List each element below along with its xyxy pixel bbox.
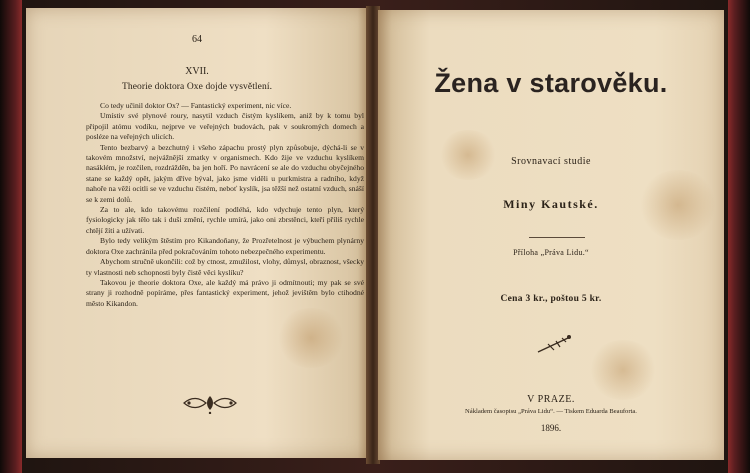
price-line: Cena 3 kr., poštou 5 kr. [500,294,602,304]
supplement-note: Příloha „Práva Lidu.“ [513,248,589,257]
ornament-icon [180,392,240,414]
paragraph: Co tedy učinil doktor Ox? — Fantastický experiment, nic více. [100,101,292,110]
book-title: Žena v starověku. [434,68,668,98]
cover-edge-right [728,0,750,473]
left-page [26,8,368,458]
paragraph: Tento bezbarvý a bezchutný i všeho zápachu prostý plyn způsobuje, dýchá-li se v takovém množství, nejvážnější zmatky v organismech. Kdo žije ve vzduchu kyslíkem nasáklém, je rozčilen, rozdrážděn, ba jen hoří. Po navrácení se ale do vzduchu obyčejného stane se každý opět, jakým dříve býval, jako jsme viděli u purkmistra a radního, když nahoře na věži ocitli se ve vzduchu čistém, neboť kyslík, jsa těžší než ostatní vzduch, snáší se k zemi dolů. [86,142,364,204]
chapter-body [86,101,364,309]
imprint-publisher: Nákladem časopisu „Práva Lidu“. — Tiskem Eduarda Beauforta. [465,408,637,415]
paragraph: Za to ale, kdo takovému rozčilení podléhá, kdo vdychuje tento plyn, který fysiologicky jak tělo tak i duši změní, rychle umírá, jako oni zbrstěnci, kteří příliš rychle chtějí žíti a užívati. [86,205,364,235]
imprint-place: V PRAZE. [527,394,575,405]
page-stain [438,130,498,180]
cover-edge-left [0,0,22,473]
right-page [378,10,724,460]
page-stain [588,340,658,400]
paragraph: Takovou je theorie doktora Oxe, ale každý má právo ji odmítnouti; my pak se své strany ji rozhodně popíráme, přes fantastický experiment, jehož jevištěm bylo ctihodné město Kikandon. [86,277,364,308]
chapter-number: XVII. [185,66,209,77]
chapter-title: Theorie doktora Oxe dojde vysvětlení. [121,82,273,92]
printers-mark-icon [534,332,574,356]
page-stain [276,308,346,368]
book-author: Miny Kautské. [503,197,599,211]
page-number: 64 [192,34,202,45]
book-subtitle: Srovnavací studie [511,156,591,167]
imprint-year: 1896. [540,423,562,433]
paragraph: Bylo tedy velikým štěstím pro Kikandoňany, že Prozřetelnost je výbuchem plynárny doktora Oxe zachránila před pokračováním tohoto nebezpečného experimentu. [86,236,364,256]
paragraph: Abychom stručně ukončili: což by ctnost, zmužilost, vlohy, důmysl, obraznost, všecky ty vlastnosti neb schopnosti byly čistě věci kyslíku? [86,257,364,277]
paragraph: Umístiv své plynové roury, nasytil vzduch čistým kyslíkem, aniž by k tomu byl připojil atómu vodíku, nejprve ve veřejných budovách, pak v soukromých domech a posléze na veřejných ulicích. [86,111,364,142]
divider [529,237,585,238]
